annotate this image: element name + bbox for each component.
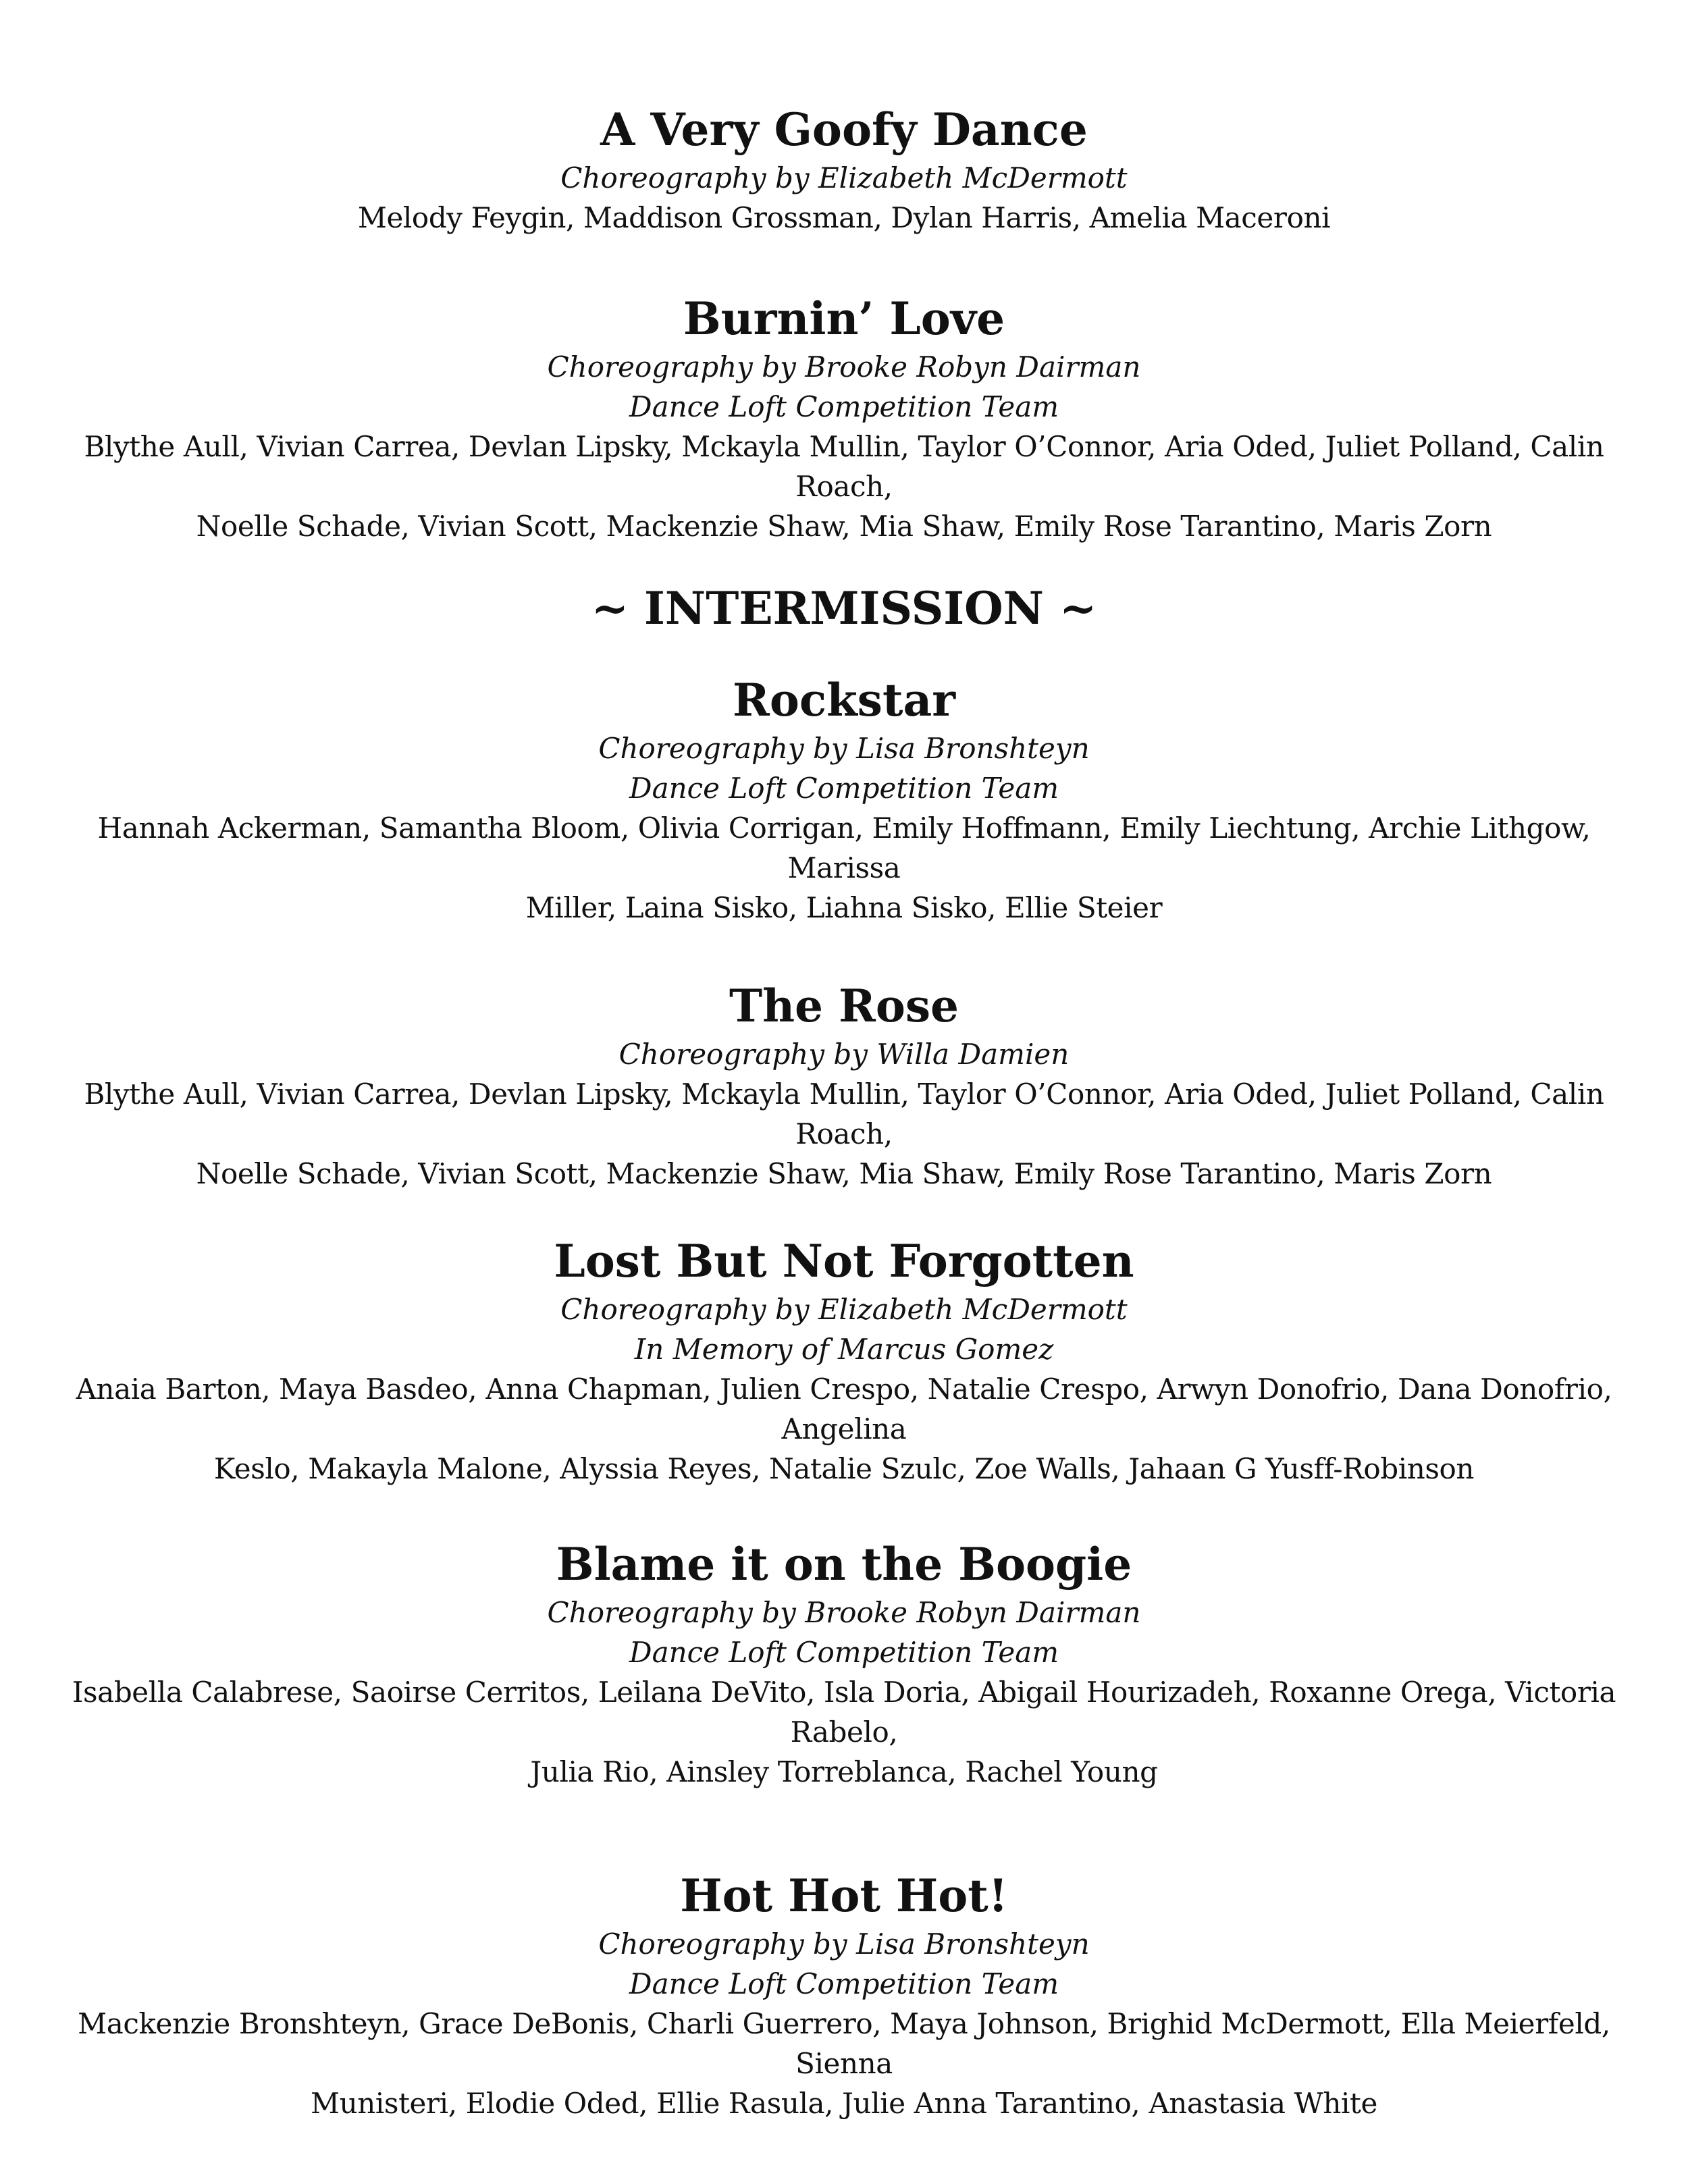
piece-blame-it-on-the-boogie xyxy=(41,1536,1647,1792)
program-page xyxy=(41,101,1647,2123)
cast-list-line: Blythe Aull, Vivian Carrea, Devlan Lipsky, Mckayla Mullin, Taylor O’Connor, Aria Oded, Juliet Polland, Calin Roach, xyxy=(84,430,1604,503)
cast-list-line: Miller, Laina Sisko, Liahna Sisko, Ellie Steier xyxy=(525,891,1163,924)
cast-list-line: Hannah Ackerman, Samantha Bloom, Olivia Corrigan, Emily Hoffmann, Emily Liechtung, Archie Lithgow, Marissa xyxy=(97,811,1591,884)
cast-list-line: Noelle Schade, Vivian Scott, Mackenzie Shaw, Mia Shaw, Emily Rose Tarantino, Maris Zorn xyxy=(196,1157,1492,1190)
piece-note: Dance Loft Competition Team xyxy=(629,772,1059,805)
piece-rockstar xyxy=(41,672,1647,928)
choreography-credit: Choreography by Brooke Robyn Dairman xyxy=(547,1596,1141,1629)
piece-note: Dance Loft Competition Team xyxy=(629,1636,1059,1669)
cast-list-line: Munisteri, Elodie Oded, Ellie Rasula, Julie Anna Tarantino, Anastasia White xyxy=(310,2087,1377,2120)
piece-burnin-love xyxy=(41,290,1647,546)
cast-list: Melody Feygin, Maddison Grossman, Dylan Harris, Amelia Maceroni xyxy=(357,201,1331,234)
piece-title: Lost But Not Forgotten xyxy=(554,1235,1134,1287)
choreography-credit: Choreography by Brooke Robyn Dairman xyxy=(547,350,1141,383)
cast-list-line: Anaia Barton, Maya Basdeo, Anna Chapman, Julien Crespo, Natalie Crespo, Arwyn Donofrio, Dana Donofrio, Angelina xyxy=(76,1373,1612,1445)
piece-title: Rockstar xyxy=(733,674,955,726)
choreography-credit: Choreography by Lisa Bronshteyn xyxy=(598,732,1090,765)
piece-title: A Very Goofy Dance xyxy=(600,103,1088,156)
choreography-credit: Choreography by Elizabeth McDermott xyxy=(560,161,1128,194)
choreography-credit: Choreography by Lisa Bronshteyn xyxy=(598,1927,1090,1961)
cast-list-line: Noelle Schade, Vivian Scott, Mackenzie Shaw, Mia Shaw, Emily Rose Tarantino, Maris Zorn xyxy=(196,510,1492,543)
cast-list-line: Julia Rio, Ainsley Torreblanca, Rachel Young xyxy=(530,1755,1158,1788)
choreography-credit: Choreography by Elizabeth McDermott xyxy=(560,1293,1128,1326)
piece-title: Hot Hot Hot! xyxy=(680,1869,1008,1922)
piece-the-rose xyxy=(41,978,1647,1194)
cast-list-line: Mackenzie Bronshteyn, Grace DeBonis, Charli Guerrero, Maya Johnson, Brighid McDermott, Ella Meierfeld, Sienna xyxy=(78,2007,1610,2080)
choreography-credit: Choreography by Willa Damien xyxy=(618,1038,1070,1071)
piece-note: In Memory of Marcus Gomez xyxy=(634,1333,1054,1366)
intermission-heading: ~ INTERMISSION ~ xyxy=(591,582,1097,635)
piece-hot-hot-hot xyxy=(41,1867,1647,2123)
cast-list-line: Keslo, Makayla Malone, Alyssia Reyes, Natalie Szulc, Zoe Walls, Jahaan G Yusff-Robinson xyxy=(213,1452,1475,1485)
cast-list-line: Isabella Calabrese, Saoirse Cerritos, Leilana DeVito, Isla Doria, Abigail Hourizadeh, Roxanne Orega, Victoria Rabelo, xyxy=(72,1676,1616,1749)
piece-title: The Rose xyxy=(729,980,959,1032)
piece-a-very-goofy-dance xyxy=(41,101,1647,238)
piece-note: Dance Loft Competition Team xyxy=(629,390,1059,423)
piece-title: Burnin’ Love xyxy=(683,292,1005,345)
cast-list-line: Blythe Aull, Vivian Carrea, Devlan Lipsky, Mckayla Mullin, Taylor O’Connor, Aria Oded, Juliet Polland, Calin Roach, xyxy=(84,1077,1604,1150)
piece-lost-but-not-forgotten xyxy=(41,1233,1647,1489)
piece-note: Dance Loft Competition Team xyxy=(629,1967,1059,2000)
piece-title: Blame it on the Boogie xyxy=(556,1538,1132,1591)
